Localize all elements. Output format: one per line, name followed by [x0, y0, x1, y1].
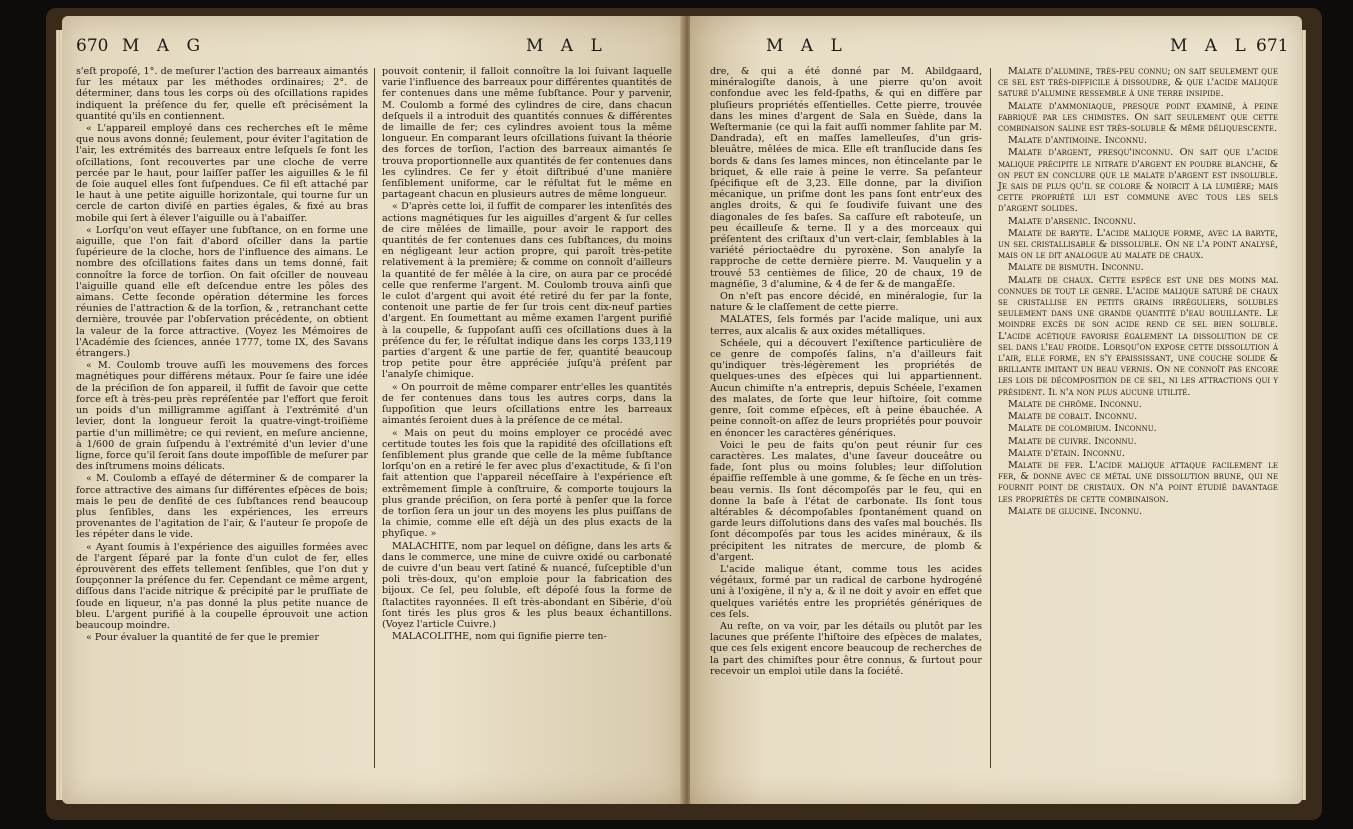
entry-malate-baryte: Malate de baryte. L'acide malique forme, avec la baryte, un ſel criſtalliſable & diſſoluble. On ne l'a point analyſé, mais on le dit analogue au malate de chaux. [998, 227, 1278, 262]
entry-malates: MALATES, ſels formés par l'acide malique, uni aux terres, aux alcalis & aux oxides métalliques. [710, 314, 982, 337]
left-page-column-1 [76, 66, 368, 644]
paragraph: « Pour évaluer la quantité de fer que le premier [86, 632, 319, 644]
paragraph: « D'après cette loi, il ſuffit de comparer les intenſités des actions magnétiques ſur les aiguilles d'argent & ſur celles de cire mêlées de limaille, pour avoir le rapport des quantités de fer contenues dans ces ſubſtances, du moins en négligeant leur action propre, qui paroît très-petite relativement à la première; & comme on connoît d'ailleurs la quantité de fer mêlée à la cire, on aura par ce procédé celle que renferme l'argent. M. Coulomb trouva ainſi que le culot d'argent qui avoit été retiré du fer par la fonte, contenoit une partie de fer ſur trois cent dix-neuf parties d'argent. En ſoumettant au même examen l'argent purifié à la coupelle, & ſuppoſant auſſi ces oſcillations dues à la préſence du fer, le réſultat indique dans les corps 133,119 parties d'argent & une partie de fer, quantité beaucoup trop petite pour être appréciée juſqu'à préſent par l'analyſe chimique. [382, 201, 672, 381]
entry-malate-bismuth: Malate de biſmuth. Inconnu. [1008, 262, 1144, 274]
paragraph: pouvoit contenir, il falloit connoître la loi ſuivant laquelle varie l'influence des barreaux pour différentes quantités de fer contenues dans une même ſubſtance. Pour y parvenir, M. Coulomb a formé des cylindres de cire, dans chacun deſquels il a introduit des quantités connues & différentes de limaille de fer; ces cylindres avoient tous la même longueur. En comparant leurs oſcillations ſuivant la théorie des forces de torſion, l'action des barreaux aimantés ſe trouva proportionnelle aux quantités de fer contenues dans les cylindres. Ce fer y étoit diſtribué d'une manière ſenſiblement uniforme, car le réſultat fut le même en partageant chacun en plusieurs autres de même longueur. [382, 66, 672, 201]
paragraph: On n'eſt pas encore décidé, en minéralogie, ſur la nature & le claſſement de cette pierre. [710, 291, 982, 314]
running-head-left: M A G [122, 36, 207, 56]
entry-malate-arsenic: Malate d'arſenic. Inconnu. [1008, 215, 1137, 227]
entry-malate-argent: Malate d'argent, preſqu'inconnu. On ſait que l'acide malique précipite le nitrate d'argent en poudre blanche, & on peut en conclure que le malate d'argent eſt inſoluble. Je ſais de plus qu'il ſe colore & noircit à la lumière; mais cette propriété lui eſt commune avec tous les ſels d'argent ſolides. [998, 147, 1278, 215]
paragraph: L'acide malique étant, comme tous les acides végétaux, formé par un radical de carbone hydrogéné uni à l'oxigène, il n'y a, & il ne doit y avoir en effet que quelques variétés entre les propriétés génériques de ces ſels. [710, 563, 982, 620]
page-number-right: 671 [1256, 36, 1289, 56]
entry-malacolithe: MALACOLITHE, nom qui ſignifie pierre ten- [392, 631, 607, 643]
running-head-right: M A L [1170, 36, 1252, 56]
left-page [62, 16, 684, 804]
entry-malate-cobalt: Malate de cobalt. Inconnu. [1008, 411, 1138, 423]
right-page-column-1 [710, 66, 982, 678]
running-head-left-center: M A L [526, 36, 608, 56]
entry-malate-cuivre: Malate de cuivre. Inconnu. [1008, 435, 1137, 447]
entry-malate-alumine: Malate d'alumine, très-peu connu; on ſait ſeulement que ce ſel eſt très-difficile à diſſoudre, & que l'acide malique ſaturé d'alumine reſſemble à une terre inſipide. [998, 66, 1278, 100]
paragraph: Voici le peu de faits qu'on peut réunir ſur ces caractères. Les malates, d'une ſaveur douceâtre ou fade, ſont plus ou moins ſolubles; leur diſſolution épaiſſie reſſemble à une gomme, & ſe ſèche en un très-beau vernis. Ils ſont décompoſés par le feu, qui en donne la baſe à l'état de carbonate. Ils ſont tous altérables & décompoſables ſpontanément quand on garde leurs diſſolutions dans des vaſes mal bouchés. Ils ſont décompoſés par tous les acides minéraux, & ils précipitent les nitrates de mercure, de plomb & d'argent. [710, 439, 982, 563]
paragraph: « Mais on peut du moins employer ce procédé avec certitude toutes les fois que la rapidité des oſcillations eſt ſenſiblement plus grande que celle de la même ſubſtance lorſqu'on en a retiré le fer avec plus d'exactitude, & ſi l'on fait attention que l'appareil néceſſaire à l'expérience eſt extrêmement ſimple à conſtruire, & comporte toujours la plus grande préciſion, on ſera porté à penſer que la force de torſion ſera un jour un des moyens les plus puiſſans de la chimie, comme elle eſt déjà un des plus exacts de la phyſique. » [382, 427, 672, 540]
paragraph: « Lorſqu'on veut eſſayer une ſubſtance, on en forme une aiguille, que l'on fait d'abord oſciller dans la partie ſupérieure de la cloche, hors de l'influence des aimans. Le nombre des oſcillations faites dans un tems donné, fait connoître la force de torſion. On fait oſciller de nouveau l'aiguille quand elle eſt deſcendue entre les pôles des aimans. Cette ſeconde opération détermine les forces réunies de l'attraction & de la torſion, & , retranchant cette dernière, trouvée par l'obſervation précédente, on obtient la valeur de la force attractive. (Voyez les Mémoires de l'Académie des ſciences, année 1777, tome IX, des Savans étrangers.) [76, 224, 368, 360]
paragraph: « M. Coulomb trouve auſſi les mouvemens des forces magnétiques pour différens métaux. Pour ſe faire une idée de la préciſion de ſon appareil, il ſuffit de ſavoir que cette force eſt à très-peu près repréſentée par l'effort que feroit un poids d'un milligramme agiſſant à l'extrémité d'un levier, dont la longueur feroit la quatre-vingt-troiſième partie d'un millimètre; ce qui revient, en meſure ancienne, à 1/600 de grain ſuſpendu à l'extrémité d'un levier d'une ligne, force qu'il ſeroit ſans doute impoſſible de meſurer par des inſtrumens moins délicats. [76, 360, 368, 473]
running-head-right-left: M A L [766, 36, 848, 56]
left-page-column-2 [382, 66, 672, 643]
entry-malachite: MALACHITE, nom par lequel on déſigne, dans les arts & dans le commerce, une mine de cuivre oxidé ou carbonaté de cuivre d'un beau vert ſatiné & nuancé, ſuſceptible d'un poli très-doux, qu'on emploie pour la fabrication des bijoux. Ce ſel, peu ſoluble, eſt dépoſé ſous la forme de ſtalactites rayonnées. Il eſt très-abondant en Sibérie, d'où ſont tirés les plus gros & les plus beaux échantillons. (Voyez l'article Cuivre.) [382, 540, 672, 630]
entry-malate-etain: Malate d'étain. Inconnu. [1008, 447, 1125, 459]
paragraph: « M. Coulomb a eſſayé de déterminer & de comparer la force attractive des aimans ſur différentes eſpèces de bois; mais le peu de denſité de ces ſubſtances rend beaucoup plus ſenſibles, dans les expériences, les erreurs provenantes de l'agitation de l'air, & l'auteur ſe propoſe de les répéter dans le vide. [76, 473, 368, 541]
paragraph: s'eſt propoſé, 1°. de meſurer l'action des barreaux aimantés ſur les métaux par les méthodes ordinaires; 2°. de déterminer, dans tous les corps où des oſcillations rapides indiquent la préſence du fer, quelle eſt précisément la quantité qu'ils en contiennent. [76, 66, 368, 122]
page-number-left: 670 [76, 36, 109, 56]
right-page-column-2 [998, 66, 1278, 518]
entry-malate-fer: Malate de fer. L'acide malique attaque facilement le fer, & donne avec ce métal une diſſolution brune, qui ne fournit point de criſtaux. On n'a point étudié davantage les propriétés de cette combinaiſon. [998, 459, 1278, 505]
paragraph: « L'appareil employé dans ces recherches eſt le même que nous avons donné; ſeulement, pour éviter l'agitation de l'air, les extrémités des barreaux entre leſquels ſe font les oſcillations, ſont recouvertes par une cloche de verre percée par le haut, pour laiſſer paſſer les aiguilles & le fil de ſoie auquel elles ſont ſuſpendues. Ce fil eſt attaché par le haut à une petite aiguille horizontale, qui tourne ſur un cercle de carton diviſé en parties égales, & fixé au bras mobile qui ſert à élever l'aiguille ou à l'abaiſſer. [76, 123, 368, 224]
entry-malate-colombium: Malate de colombium. Inconnu. [1008, 423, 1157, 435]
paragraph: « On pourroit de même comparer entr'elles les quantités de fer contenues dans tous les autres corps, dans la ſuppoſition que leurs oſcillations entre les barreaux aimantés ſeroient dues à la préſence de ce métal. [382, 381, 672, 427]
entry-malate-ammoniaque: Malate d'ammoniaque, preſque point examiné, à peine fabriqué par les chimiſtes. On ſait ſeulement que cette combinaiſon ſaline eſt très-ſoluble & même déliqueſcente. [998, 100, 1278, 135]
entry-malate-glucine: Malate de glucine. Inconnu. [1008, 505, 1143, 517]
column-rule [990, 68, 991, 768]
entry-malate-chaux: Malate de chaux. Cette eſpèce eſt une des moins mal connues de tout le genre. L'acide malique ſaturé de chaux ſe criſtalliſe en petits grains irréguliers, ſolubles ſeulement dans une grande quantité d'eau bouillante. Le moindre excès de ſon acide rend ce ſel bien ſoluble. L'acide acétique favoriſe également la diſſolution de ce ſel dans l'eau froide. Lorſqu'on expoſe cette diſſolution à l'air, elle forme, en s'y épaiſſiſſant, une couche ſolide & brillante imitant un beau vernis. On ne connoît pas encore les lois de décompoſition de ce ſel, ni les attractions qui y préſident. Il n'a non plus aucune utilité. [998, 274, 1278, 398]
right-page [690, 16, 1302, 804]
column-rule [374, 68, 375, 768]
entry-malate-chrome: Malate de chrôme. Inconnu. [1008, 398, 1142, 410]
entry-malate-antimoine: Malate d'antimoine. Inconnu. [1008, 135, 1148, 147]
paragraph: « Ayant ſoumis à l'expérience des aiguilles formées avec de l'argent ſéparé par la fonte d'un culot de fer, elles éprouvèrent des effets tellement ſenſibles, que l'on dut y ſoupçonner la préſence du fer. Cependant ce même argent, diſſous dans l'acide nitrique & précipité par le pruſſiate de ſoude en liqueur, n'a pas donné la plus petite nuance de bleu. L'argent purifié à la coupelle éprouvoit une action beaucoup moindre. [76, 541, 368, 631]
paragraph: Schéele, qui a découvert l'exiſtence particulière de ce genre de compoſés ſalins, n'a d'ailleurs fait qu'indiquer très-légèrement les propriétés de quelques-unes des eſpèces qui lui appartiennent. Aucun chimiſte n'a entrepris, depuis Schéele, l'examen des malates, de ſorte que leur hiſtoire, ſoit comme genre, ſoit comme eſpèces, eſt à peine ébauchée. A peine connoît-on aſſez de leurs propriétés pour pouvoir en énoncer les caractères génériques. [710, 337, 982, 439]
paragraph: Au reſte, on va voir, par les détails ou plutôt par les lacunes que préſente l'hiſtoire des eſpèces de malates, que ces ſels exigent encore beaucoup de recherches de la part des chimiſtes pour être connus, & ſurtout pour recevoir un emploi utile dans la ſociété. [710, 620, 982, 677]
paragraph: dre, & qui a été donné par M. Abildgaard, minéralogiſte danois, à une pierre qu'on avoit confondue avec les feld-ſpaths, & qui en diffère par pluſieurs propriétés eſſentielles. Cette pierre, trouvée dans les mines d'argent de Sala en Suède, dans la Weſtermanie (ce qui la fait auſſi nommer ſahlite par M. Dandrada), eſt en maſſes lamelleuſes, d'un gris-bleuâtre, mêlées de mica. Elle eſt tranſlucide dans ſes bords & dans ſes lames minces, non étincelante par le briquet, & elle raie à peine le verre. Sa peſanteur ſpécifique eſt de 3,23. Elle donne, par la diviſion mécanique, un priſme dont les pans ſont entr'eux des angles droits, & qui ſe ſoudivife ſuivant une des diagonales de ſes baſes. Sa caſſure eſt raboteuſe, un peu écailleuſe & terne. Il y a des morceaux qui préſentent des criſtaux d'un vert-clair, ſemblables à la variété périoctaèdre du pyroxène. Son analyſe la rapproche de cette dernière pierre. M. Vauquelin y a trouvé 53 centièmes de ſilice, 20 de chaux, 19 de magnéſie, 3 d'alumine, & 4 de fer & de mangaÉſe. [710, 66, 982, 290]
